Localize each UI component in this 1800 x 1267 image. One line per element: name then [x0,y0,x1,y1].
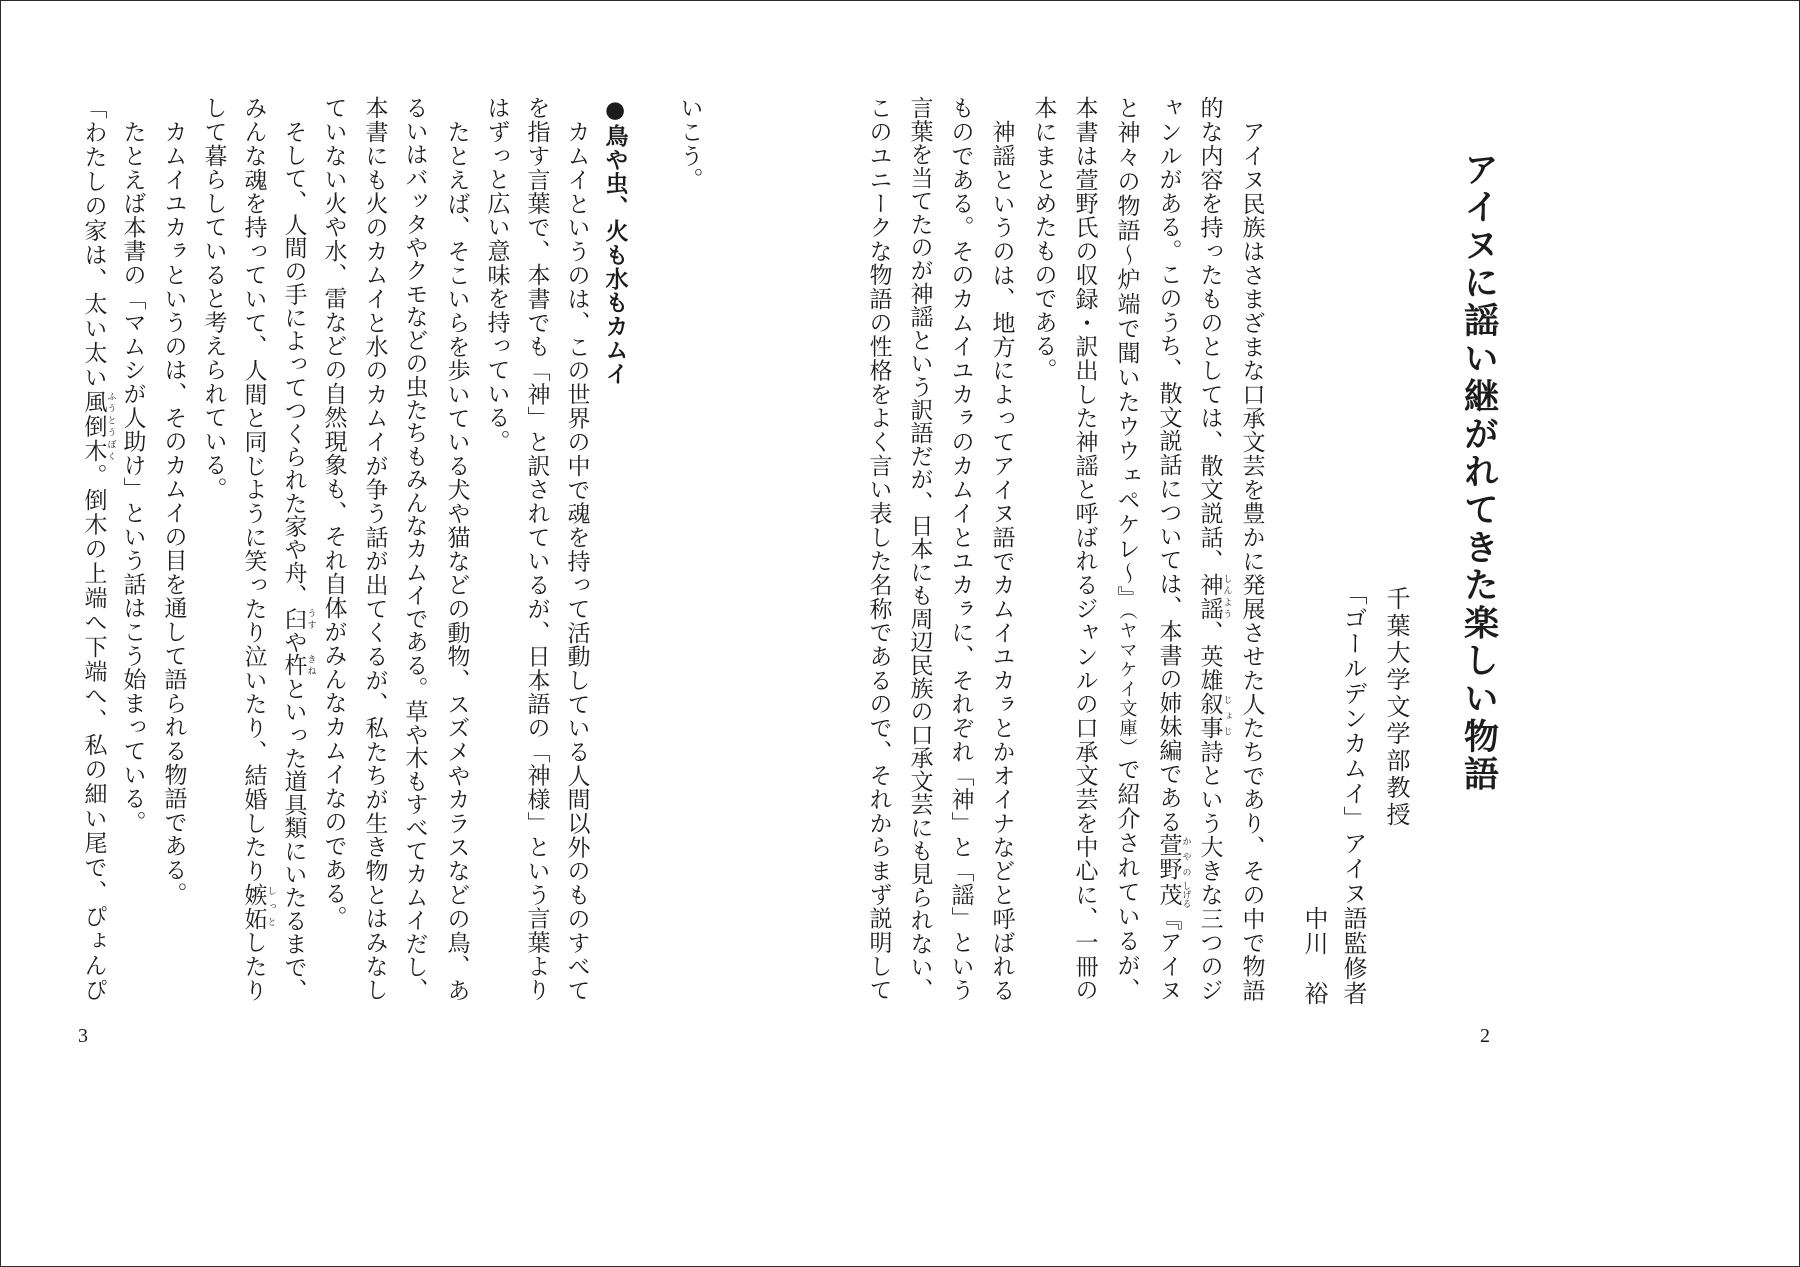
furigana: じょじ [1221,691,1232,739]
chapter-title: アイヌに謡い継がれてきた楽しい物語 [1458,151,1500,794]
body-column: るいはバッタやクモなどの虫たちもみんなカムイである。草や木もすべてカムイだし、 [401,96,428,1001]
author-affiliation: 千葉大学文学部教授 [1382,586,1410,829]
body-column: 言葉を当てたのが神謡という訳語だが、日本にも周辺民族の口承文芸にも見られない、 [906,96,933,1001]
body-column: いこう。 [676,96,703,192]
annotated-word: 臼 うす [280,606,316,631]
body-column: ャンルがある。このうち、散文説話については、本書の姉妹編である萱野 かやの茂 しげる『アイヌ [1155,96,1191,1002]
furigana: ふうとうぼく [105,390,116,462]
page-number: 2 [1480,1025,1490,1047]
annotated-word: 叙事 じょじ [1196,691,1232,740]
annotated-word: 茂 しげる [1155,880,1191,908]
body-column: 本書は萱野氏の収録・訳出した神謡と呼ばれるジャンルの口承文芸を中心に、一冊の [1071,96,1098,1001]
furigana: しっと [265,882,276,930]
body-column: カムイというのは、この世界の中で魂を持って活動している人間以外のものすべて [563,119,590,1001]
body-column: と神々の物語〜炉端で聞いたウウェペケレ〜』（ヤマケイ文庫）で紹介されているが、 [1113,96,1140,1001]
body-column: 本にまとめたものである。 [1030,96,1057,382]
annotated-word: 風倒木 ふうとうぼく [80,390,116,464]
body-column: を指す言葉で、本書でも「神」と訳されているが、日本語の「神様」という言葉より [523,96,550,1001]
body-column: たとえば本書の「マムシが人助け」という話はこう始まっている。 [119,119,146,834]
body-column: このユニークな物語の性格をよく言い表した名称であるので、それからまず説明して [865,96,892,1001]
furigana: きね [305,653,316,677]
body-column: そして、人間の手によってつくられた家や舟、臼 うすや杵 きねといった道具類にいたるまで、 [280,119,316,1002]
body-column: カムイユカㇻというのは、そのカムイの目を通して語られる物語である。 [160,119,187,906]
parenthetical-note: （ヤマケイ文庫） [1116,610,1138,758]
body-column: アイヌ民族はさまざまな口承文芸を豊かに発展させた人たちであり、その中で物語 [1238,119,1265,1001]
body-column: はずっと広い意味を持っている。 [483,96,510,453]
page-right [781,1,1800,1266]
body-column: 本書にも火のカムイと水のカムイが争う話が出てくるが、私たちが生き物とはみなし [361,96,388,1001]
body-column: 的な内容を持ったものとしては、散文説話、神謡 しんよう、英雄叙事 じょじ詩という大きな三つのジ [1196,96,1232,1002]
furigana: かやの [1180,833,1191,881]
body-column: みんな魂を持っていて、人間と同じように笑ったり泣いたり、結婚したり嫉妬 しっとしたり [240,96,276,1002]
annotated-word: 杵 きね [280,653,316,677]
annotated-word: 嫉妬 しっと [240,882,276,931]
body-column: ものである。そのカムイユカㇻのカムイとユカㇻに、それぞれ「神」と「謡」という [947,96,974,1001]
section-heading: ●鳥や虫、火も水もカムイ [601,96,629,386]
annotated-word: 萱野 かやの [1155,833,1191,881]
body-column: 「わたしの家は、太い太い風倒木 ふうとうぼく。倒木の上端へ下端へ、私の細い尾で、ぴょんぴ [80,96,116,1001]
author-name: 中川 裕 [1300,906,1328,1006]
author-role: 「ゴールデンカムイ」アイヌ語監修者 [1339,581,1367,1006]
body-column: ていない火や水、雷などの自然現象も、それ自体がみんなカムイなのである。 [320,96,347,929]
furigana: しげる [1180,880,1191,908]
body-column: たとえば、そこいらを歩いている犬や猫などの動物、スズメやカラスなどの鳥、あ [443,119,470,1001]
body-column: して暮らしていると考えられている。 [200,96,227,501]
furigana: しんよう [1221,572,1232,620]
annotated-word: 神謡 しんよう [1196,572,1232,621]
body-column: 神謡というのは、地方によってアイヌ語でカムイユカㇻとかオイナなどと呼ばれる [988,119,1015,1001]
page-number: 3 [78,1025,88,1047]
furigana: うす [305,606,316,630]
page-left [1,1,781,1266]
